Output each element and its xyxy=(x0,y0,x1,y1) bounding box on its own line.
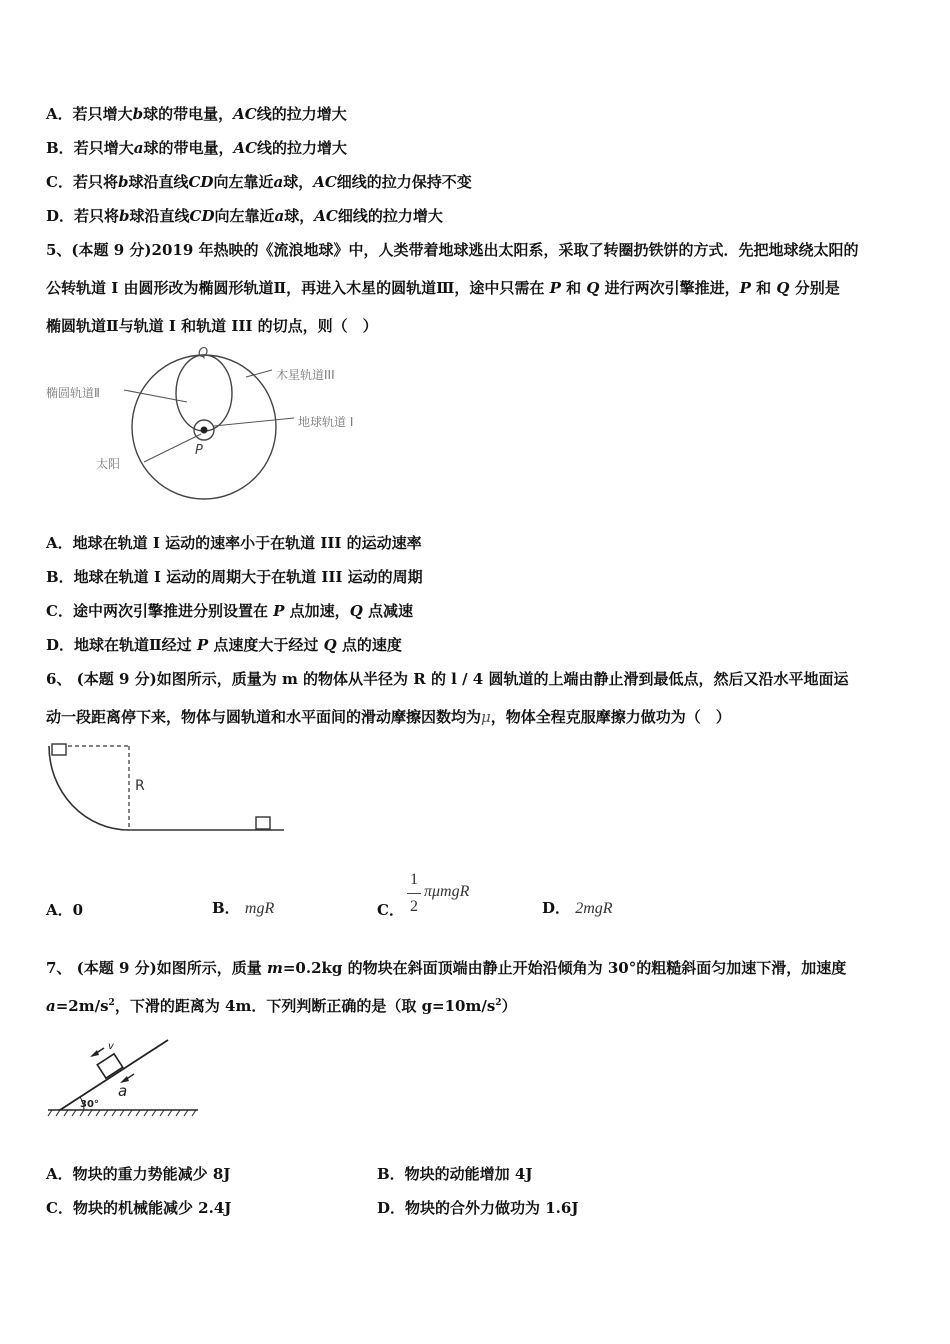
q7-stem-line-2: $a=2m/s^2$，下滑的距离为 4m．下列判断正确的是（取 $g=10m/s^2$） xyxy=(46,997,517,1015)
sun-label: 太阳 xyxy=(96,457,121,471)
q7-option-d: D．物块的合外力做功为 1.6J xyxy=(377,1199,579,1217)
incline-diagram xyxy=(44,1030,204,1122)
orbit-diagram xyxy=(44,342,384,502)
fraction-bar xyxy=(407,893,421,894)
block-top xyxy=(52,744,66,755)
ground-hatching xyxy=(48,1110,196,1116)
point-p-label: P xyxy=(195,443,203,458)
q6-option-c-formula xyxy=(407,871,507,923)
q7-option-a: A．物块的重力势能减少 8J xyxy=(46,1165,231,1183)
angle-label: 30° xyxy=(80,1099,99,1110)
q5-option-c: C．途中两次引擎推进分别设置在 P 点加速，Q 点减速 xyxy=(46,602,413,620)
q4-option-c: C．若只将b球沿直线CD向左靠近a球，AC细线的拉力保持不变 xyxy=(46,173,472,191)
q5-stem-line-2: 公转轨道 I 由圆形改为椭圆形轨道Ⅱ，再进入木星的圆轨道Ⅲ，途中只需在 P 和 Q 进行两次引擎推进，P 和 Q 分别是 xyxy=(46,279,840,297)
acceleration-label: a xyxy=(118,1082,128,1100)
quarter-circle-track-diagram xyxy=(44,738,294,838)
fraction-rest: πμmgR xyxy=(424,883,470,900)
q6-option-d: D． 2mgR xyxy=(542,899,613,917)
q5-option-b: B．地球在轨道 I 运动的周期大于在轨道 III 运动的周期 xyxy=(46,568,423,586)
fraction-numerator: 1 xyxy=(410,871,418,888)
block-bottom xyxy=(256,817,270,829)
incline-line xyxy=(60,1040,168,1110)
fraction-denominator: 2 xyxy=(410,898,418,915)
q5-option-d: D．地球在轨道Ⅱ经过 P 点速度大于经过 Q 点的速度 xyxy=(46,636,402,654)
q4-option-a: A．若只增大b球的带电量，AC线的拉力增大 xyxy=(46,105,347,123)
track-path xyxy=(49,746,284,830)
earth-orbit-label: 地球轨道 I xyxy=(298,415,354,429)
velocity-arrowhead xyxy=(90,1050,99,1057)
q7-option-c: C．物块的机械能减少 2.4J xyxy=(46,1199,232,1217)
jupiter-orbit-label: 木星轨道III xyxy=(276,368,335,382)
q6-stem-line-2: 动一段距离停下来，物体与圆轨道和水平面间的滑动摩擦因数均为μ，物体全程克服摩擦力做功为（ ） xyxy=(46,708,731,726)
q6-option-c-label: C． xyxy=(377,901,404,919)
velocity-label: v xyxy=(108,1041,114,1052)
block-on-incline xyxy=(97,1054,122,1078)
q6-option-b: B． mgR xyxy=(212,899,275,917)
leader-ellipse xyxy=(124,390,187,402)
q5-option-a: A．地球在轨道 I 运动的速率小于在轨道 III 的运动速率 xyxy=(46,534,422,552)
sun-dot xyxy=(201,427,208,434)
q5-stem-line-1: 5、(本题 9 分)2019 年热映的《流浪地球》中，人类带着地球逃出太阳系，采取了转圈扔铁饼的方式．先把地球绕太阳的 xyxy=(46,241,859,259)
q6-option-a: A．0 xyxy=(46,901,84,919)
q4-option-d: D．若只将b球沿直线CD向左靠近a球，AC细线的拉力增大 xyxy=(46,207,443,225)
ellipse-orbit-label: 椭圆轨道Ⅱ xyxy=(46,386,100,400)
q7-option-b: B．物块的动能增加 4J xyxy=(377,1165,533,1183)
q6-stem-line-1: 6、 (本题 9 分)如图所示，质量为 m 的物体从半径为 R 的 l / 4 圆轨道的上端由静止滑到最低点，然后又沿水平地面运 xyxy=(46,670,849,688)
q7-stem-line-1: 7、 (本题 9 分)如图所示，质量 m=0.2kg 的物块在斜面顶端由静止开始沿倾角为 30°的粗糙斜面匀加速下滑，加速度 xyxy=(46,959,847,977)
point-q-label: Q xyxy=(198,346,209,361)
q4-option-b: B．若只增大a球的带电量，AC线的拉力增大 xyxy=(46,139,348,157)
q5-stem-line-3: 椭圆轨道Ⅱ与轨道 I 和轨道 III 的切点，则（ ） xyxy=(46,317,378,335)
radius-label: R xyxy=(135,778,145,794)
leader-earth xyxy=(214,418,294,426)
leader-sun xyxy=(144,434,201,462)
